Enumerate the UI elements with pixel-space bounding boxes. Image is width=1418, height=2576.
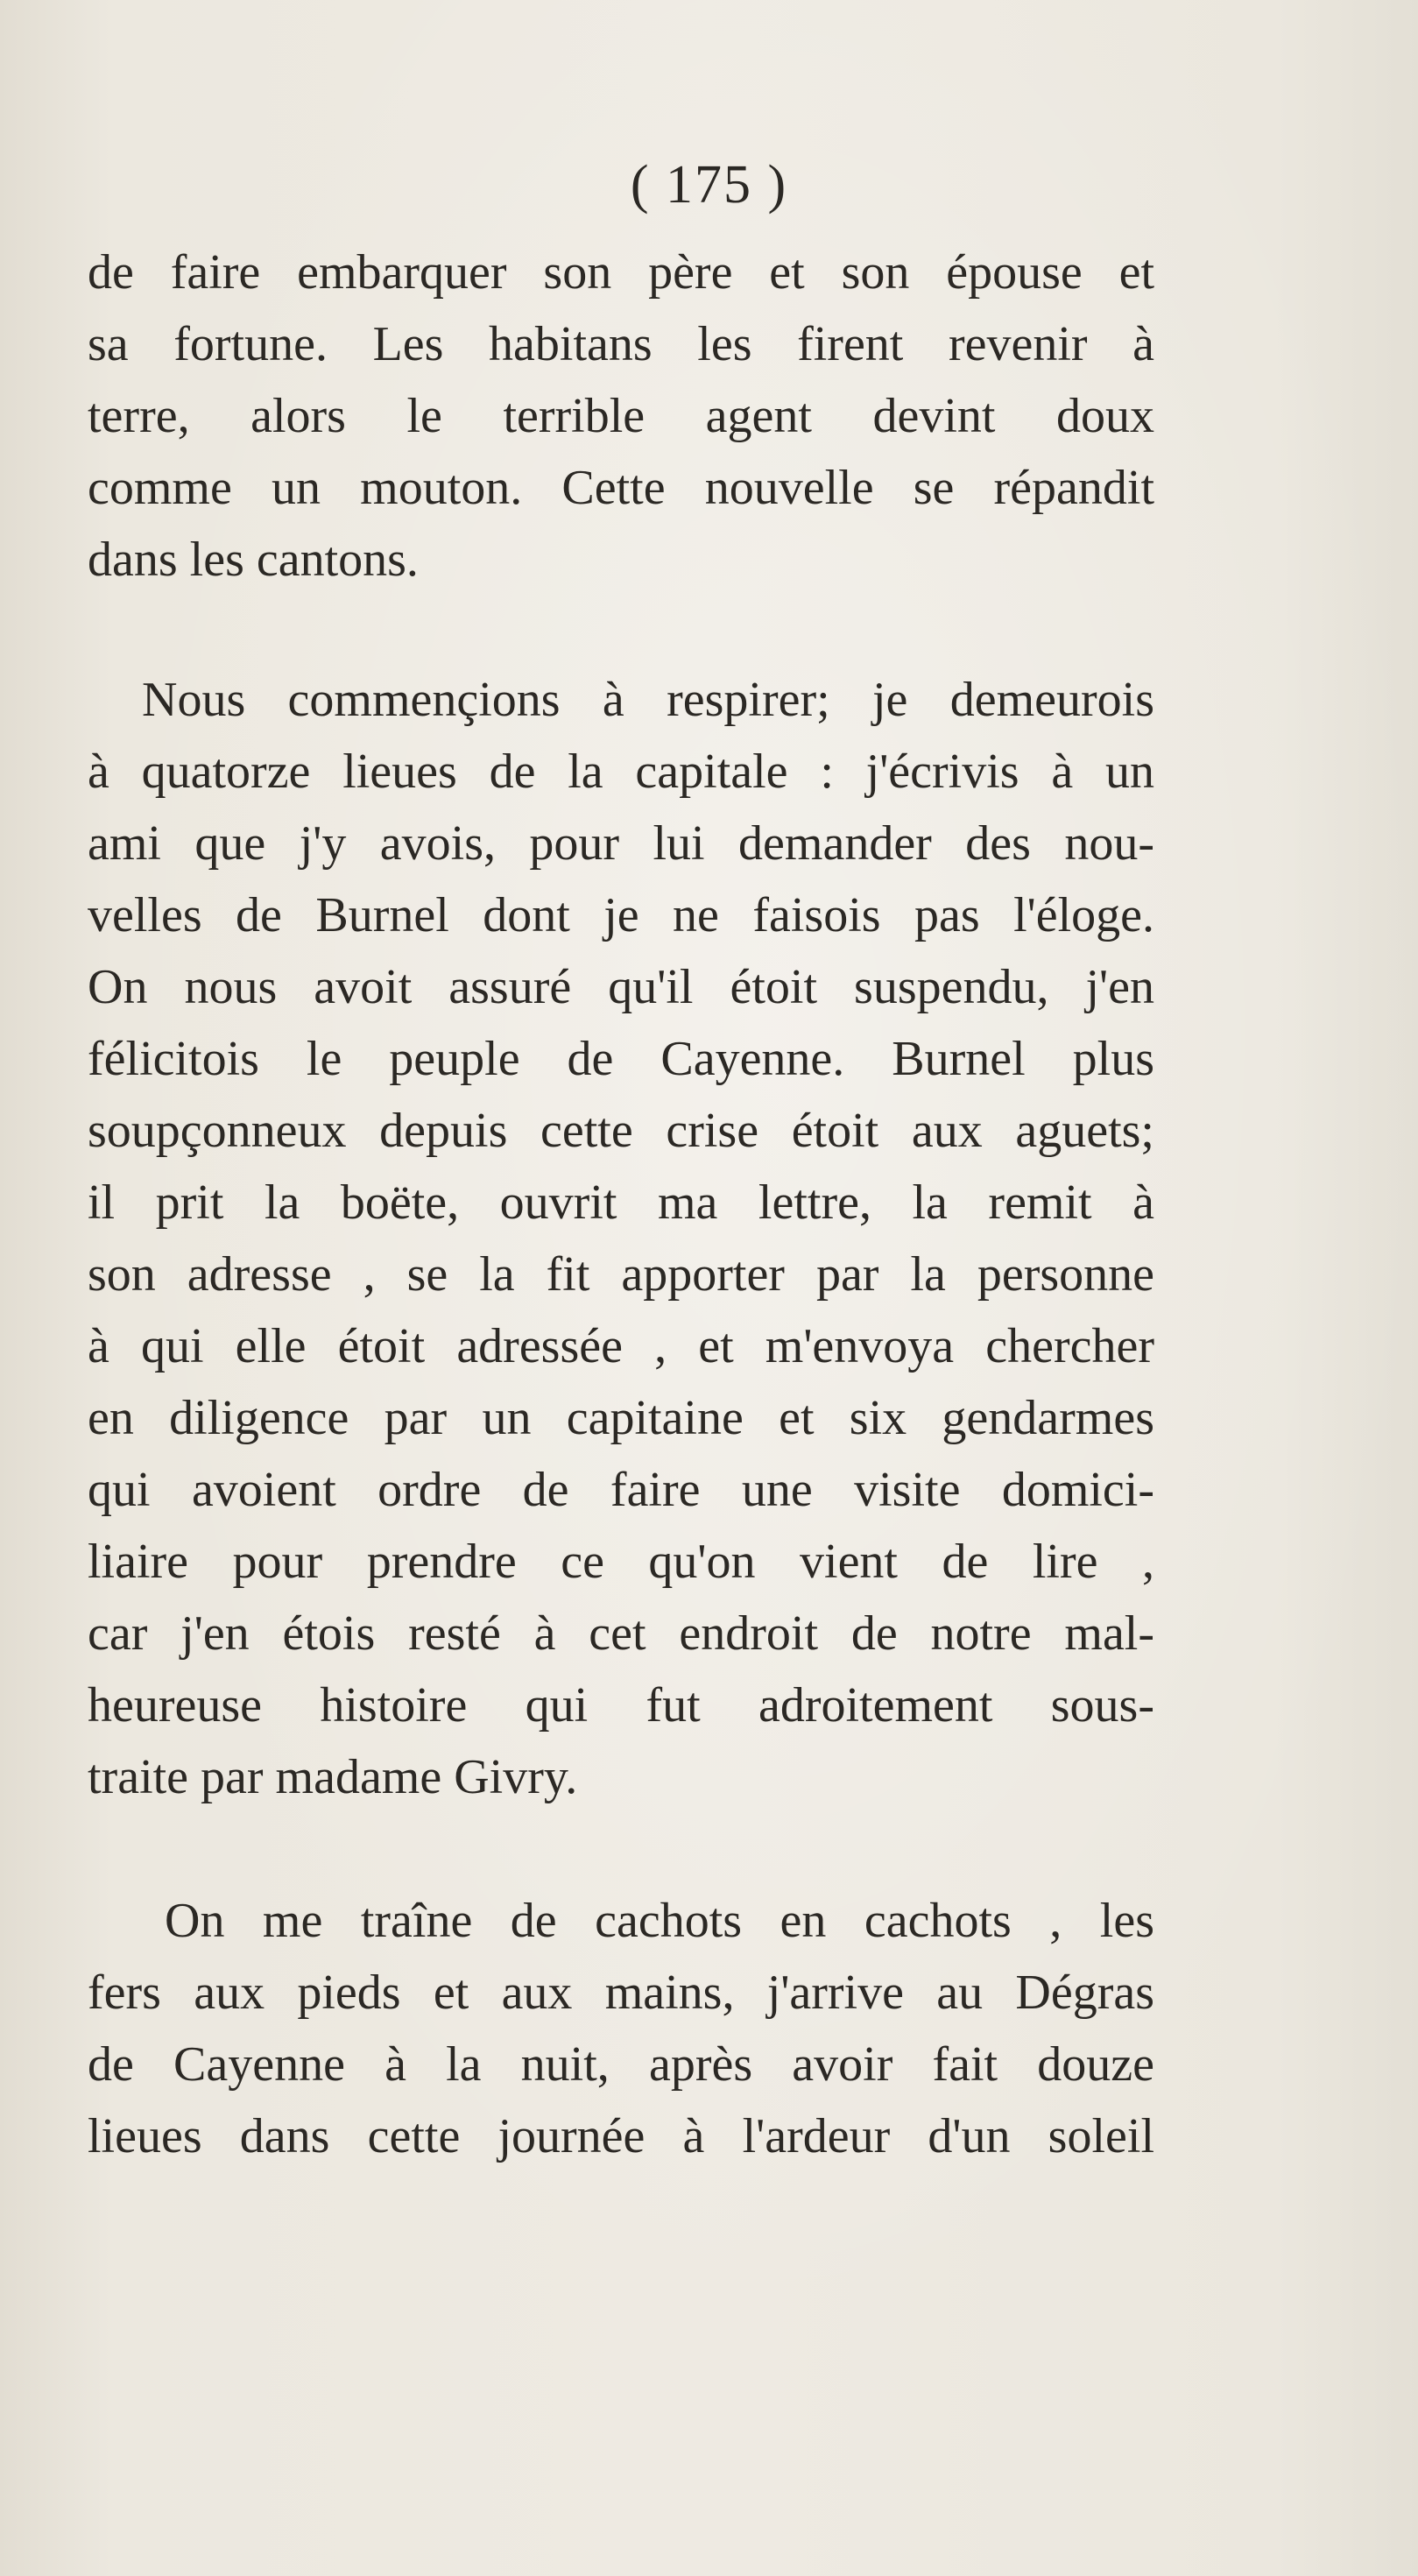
text-line: terre, alors le terrible agent devint doux [88,389,1154,443]
text-line: car j'en étois resté à cet endroit de notre mal- [88,1606,1154,1661]
page-number: ( 175 ) [630,155,788,215]
text-line: traite par madame Givry. [88,1750,578,1804]
text-line: heureuse histoire qui fut adroitement sous- [88,1678,1154,1733]
text-line: son adresse , se la fit apporter par la personne [88,1247,1154,1302]
text-line: fers aux pieds et aux mains, j'arrive au Dégras [88,1966,1154,2020]
text-line: à qui elle étoit adressée , et m'envoya chercher [88,1319,1154,1373]
paragraph-2 [88,664,1154,1813]
text-line: On nous avoit assuré qu'il étoit suspendu, j'en [88,960,1154,1014]
text-line: velles de Burnel dont je ne faisois pas l'éloge. [88,888,1154,942]
paragraph-spacer [88,1813,1154,1885]
paragraph-3 [88,1885,1154,2172]
text-line: dans les cantons. [88,533,419,587]
text-line: qui avoient ordre de faire une visite domici- [88,1463,1154,1517]
text-line: de Cayenne à la nuit, après avoir fait douze [88,2037,1154,2092]
text-line: à quatorze lieues de la capitale : j'écrivis à un [88,745,1154,799]
text-line: félicitois le peuple de Cayenne. Burnel plus [88,1032,1154,1086]
text-line: en diligence par un capitaine et six gendarmes [88,1391,1154,1445]
text-line: ami que j'y avois, pour lui demander des nou- [88,816,1154,871]
paragraph-spacer [88,596,1154,664]
text-line: comme un mouton. Cette nouvelle se répandit [88,461,1154,515]
text-line: sa fortune. Les habitans les firent revenir à [88,317,1154,371]
text-line: liaire pour prendre ce qu'on vient de lire , [88,1535,1154,1589]
text-line: On me traîne de cachots en cachots , les [165,1894,1154,1948]
paragraph-1 [88,236,1154,596]
body-text [88,236,1154,2172]
text-line: soupçonneux depuis cette crise étoit aux aguets; [88,1104,1154,1158]
text-line: lieues dans cette journée à l'ardeur d'un soleil [88,2109,1154,2163]
text-line: Nous commençions à respirer; je demeurois [142,673,1154,727]
text-line: il prit la boëte, ouvrit ma lettre, la remit à [88,1175,1154,1230]
text-line: de faire embarquer son père et son épouse et [88,245,1154,300]
